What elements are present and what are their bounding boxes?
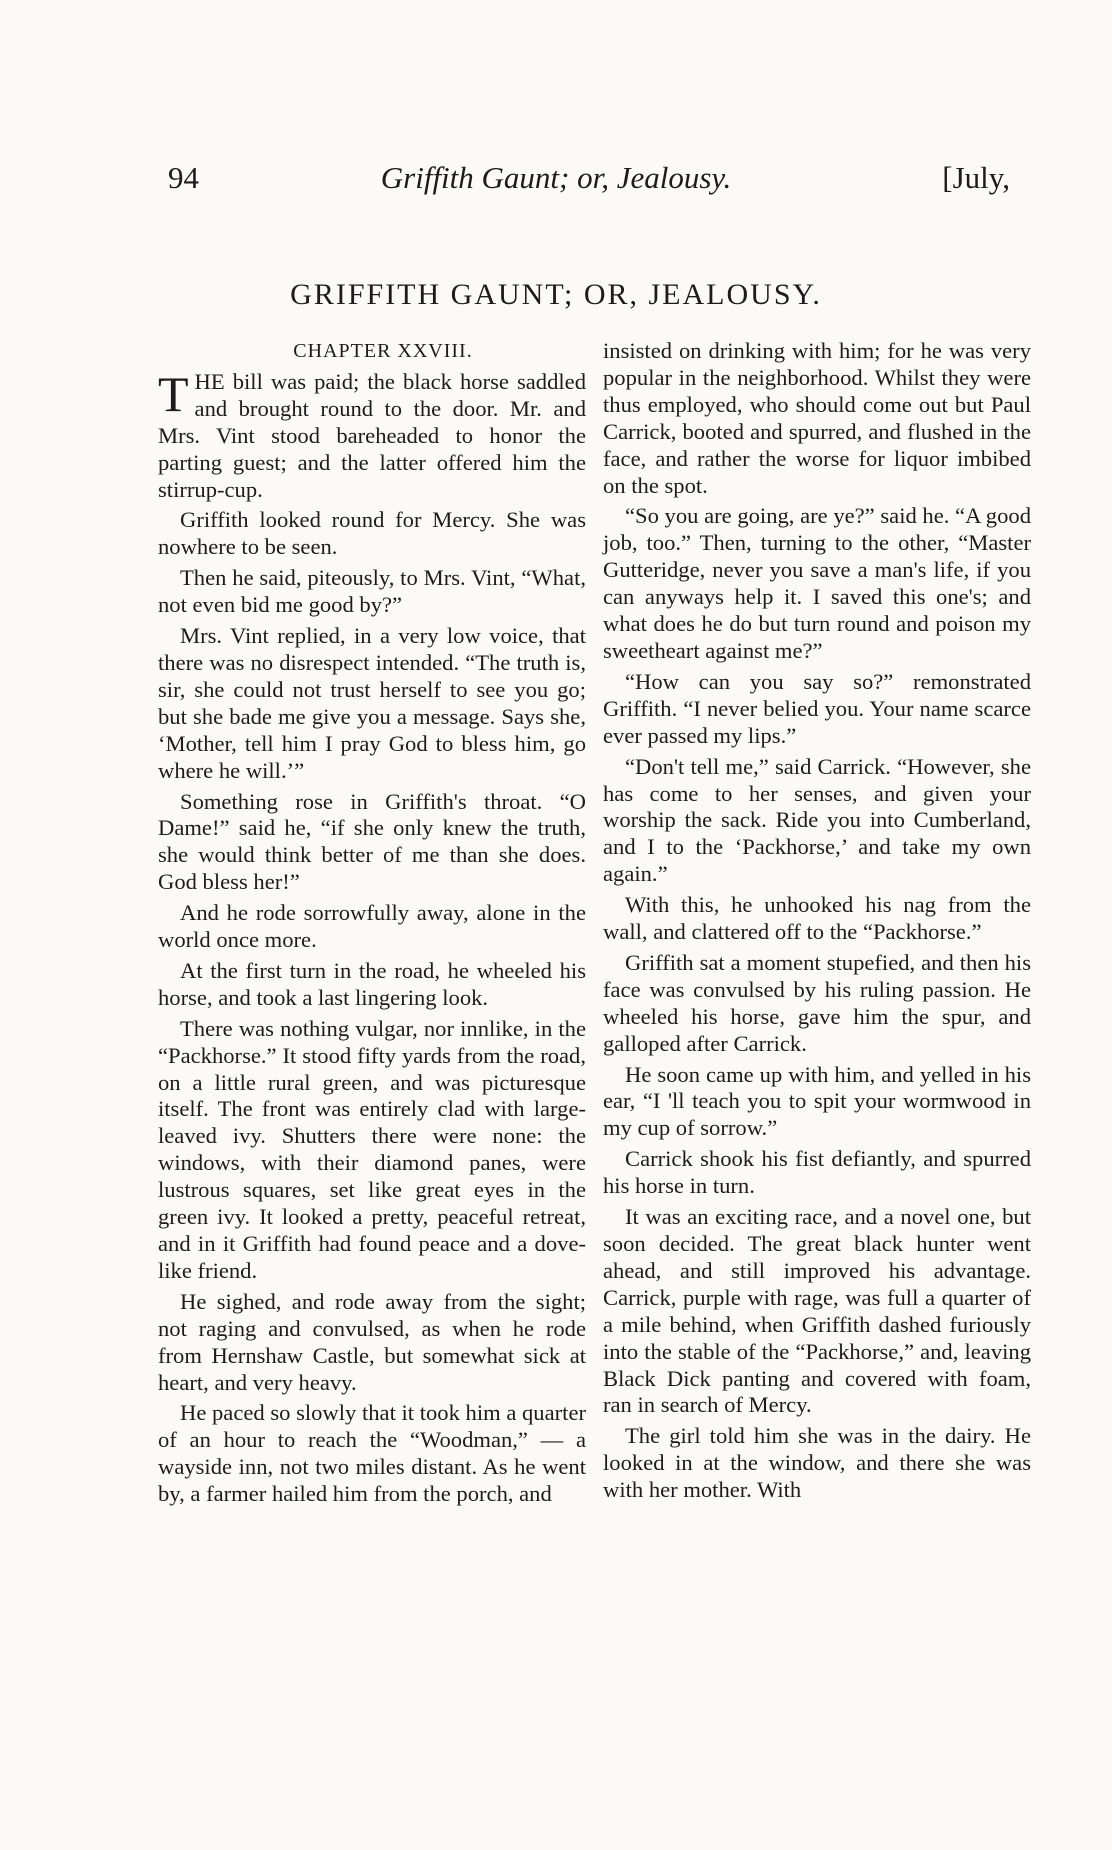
chapter-heading: CHAPTER XXVIII.: [293, 340, 473, 362]
paragraph: The girl told him she was in the dairy. He looked in at the window, and there she was with her mother. With: [603, 1423, 1031, 1503]
paragraph: There was nothing vulgar, nor innlike, in the “Packhorse.” It stood fifty yards from the road, on a little rural green, and was picturesque itself. The front was entirely clad with large-leaved ivy. Shutters there were none: the windows, with their diamond panes, were lustrous squares, set like great eyes in the green ivy. It looked a pretty, peaceful retreat, and in it Griffith had found peace and a dove-like friend.: [158, 1015, 586, 1283]
paragraph: Griffith sat a moment stupefied, and then his face was convulsed by his ruling passion. He wheeled his horse, gave him the spur, and galloped after Carrick.: [603, 949, 1031, 1056]
running-title: Griffith Gaunt; or, Jealousy.: [380, 160, 732, 195]
paragraph: Griffith looked round for Mercy. She was nowhere to be seen.: [158, 507, 586, 560]
paragraph: At the first turn in the road, he wheeled his horse, and took a last lingering look.: [158, 957, 586, 1010]
paragraph: With this, he unhooked his nag from the wall, and clattered off to the “Packhorse.”: [603, 892, 1031, 945]
paragraph: “How can you say so?” remonstrated Griffith. “I never belied you. Your name scarce ever passed my lips.”: [603, 668, 1031, 748]
running-header: [0, 160, 1112, 204]
paragraph: He soon came up with him, and yelled in his ear, “I 'll teach you to spit your wormwood in my cup of sorrow.”: [603, 1061, 1031, 1141]
drop-cap: T: [158, 365, 189, 422]
paragraph: Carrick shook his fist defiantly, and spurred his horse in turn.: [603, 1146, 1031, 1199]
paragraph: He sighed, and rode away from the sight; not raging and convulsed, as when he rode from Hernshaw Castle, but somewhat sick at heart, and very heavy.: [158, 1288, 586, 1395]
page-number: 94: [168, 160, 199, 195]
paragraph: “Don't tell me,” said Carrick. “However, she has come to her senses, and given your worship the sack. Ride you into Cumberland, and I to the ‘Packhorse,’ and take my own again.”: [603, 753, 1031, 887]
article-title: GRIFFITH GAUNT; OR, JEALOUSY.: [290, 278, 822, 311]
paragraph: And he rode sorrowfully away, alone in the world once more.: [158, 900, 586, 953]
paragraph: insisted on drinking with him; for he was very popular in the neighborhood. Whilst they were thus employed, who should come out but Paul Carrick, booted and spurred, and flushed in the face, and rather the worse for liquor imbibed on the spot.: [603, 338, 1031, 498]
paragraph: It was an exciting race, and a novel one, but soon decided. The great black hunter went ahead, and still improved his advantage. Carrick, purple with rage, was full a quarter of a mile behind, when Griffith dashed furiously into the stable of the “Packhorse,” and, leaving Black Dick panting and covered with foam, ran in search of Mercy.: [603, 1204, 1031, 1418]
paragraph: He paced so slowly that it took him a quarter of an hour to reach the “Woodman,” — a wayside inn, not two miles distant. As he went by, a farmer hailed him from the porch, and: [158, 1400, 586, 1507]
paragraph: Then he said, piteously, to Mrs. Vint, “What, not even bid me good by?”: [158, 565, 586, 618]
left-column: [158, 338, 586, 1512]
paragraph: Mrs. Vint replied, in a very low voice, that there was no disrespect intended. “The truth is, sir, she could not trust herself to see you go; but she bade me give you a message. Says she, ‘Mother, tell him I pray God to bless him, go where he will.’”: [158, 623, 586, 783]
paragraph: THE bill was paid; the black horse saddled and brought round to the door. Mr. and Mrs. Vint stood bareheaded to honor the parting guest; and the latter offered him the stirrup-cup.: [158, 365, 586, 502]
paragraph: “So you are going, are ye?” said he. “A good job, too.” Then, turning to the other, “Master Gutteridge, never you save a man's life, if you can anyways help it. I saved this one's; and what does he do but turn round and poison my sweetheart against me?”: [603, 503, 1031, 663]
issue-month: [July,: [942, 160, 1010, 195]
paragraph: Something rose in Griffith's throat. “O Dame!” said he, “if she only knew the truth, she would think better of me than she does. God bless her!”: [158, 788, 586, 895]
right-column: [603, 338, 1031, 1508]
